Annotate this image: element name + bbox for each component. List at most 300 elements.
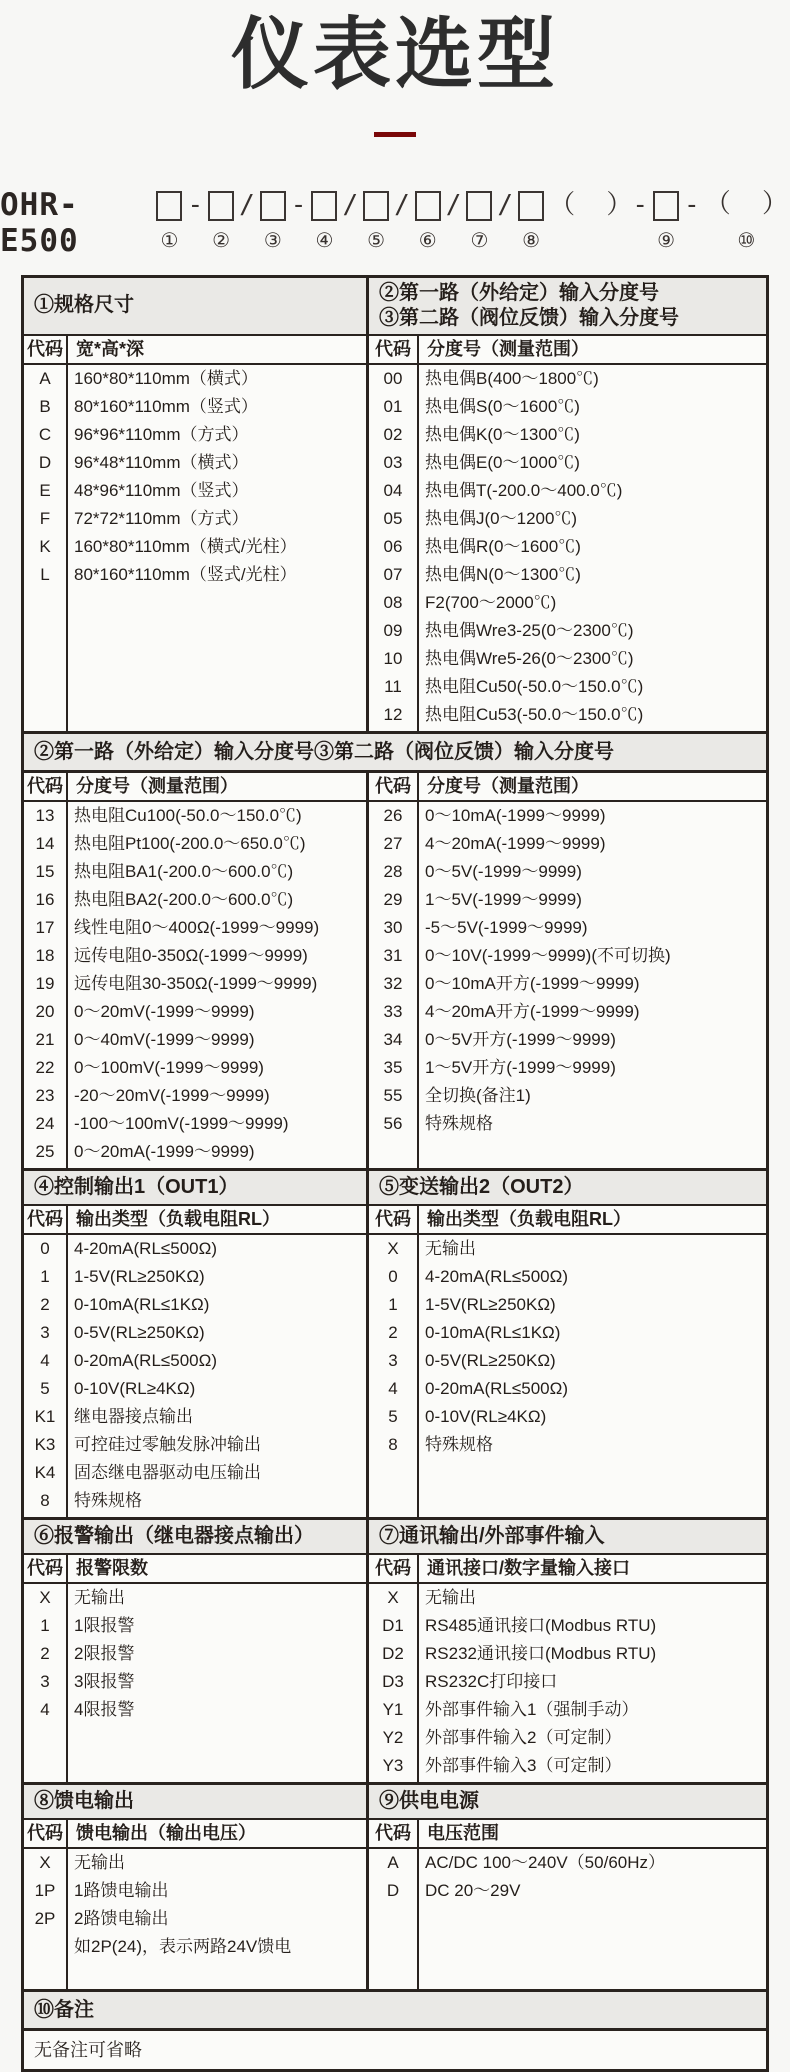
model-code-slot [518,187,544,251]
table-row [24,1138,366,1166]
section-title-text: ⑦通讯输出/外部事件输入 [379,1524,605,1547]
table-row [24,942,366,970]
row-code: L [40,564,50,584]
table-row [369,645,766,673]
section-control-output-1 [24,1171,366,1517]
col-header-code: 代码 [24,336,68,363]
table-row [24,1375,366,1403]
row-desc: 0～5V(-1999～9999) [425,861,582,881]
row-desc: 热电阻Cu50(-50.0～150.0℃) [425,676,644,696]
row-desc: F2(700～2000℃) [425,592,557,612]
row-code: X [39,1587,51,1607]
table-body [24,802,366,1168]
section-power-supply [366,1785,766,1989]
row-code: 0 [388,1266,398,1286]
row-code: 17 [35,917,55,937]
row-code: 1P [34,1880,56,1900]
table-row [369,886,766,914]
column-headers [24,336,366,365]
row-code: X [387,1238,399,1258]
table-row [369,1375,766,1403]
table-row [369,1263,766,1291]
row-code: 06 [383,536,403,556]
row-desc: 0-10V(RL≥4KΩ) [74,1378,196,1398]
col-header-code: 代码 [369,336,419,363]
row-code: 4 [388,1378,398,1398]
row-desc: 4～20mA开方(-1999～9999) [425,1001,640,1021]
column-headers [24,1555,366,1584]
model-code-slot [208,187,234,251]
table-row [369,1403,766,1431]
model-separator: / [394,189,410,220]
table-row [24,561,366,589]
table-row [24,1612,366,1640]
section-input-range-a [366,278,766,731]
table-row [24,830,366,858]
table-row [369,1696,766,1724]
row-code: D [38,452,52,472]
row-desc: 热电偶R(0～1600℃) [425,536,581,556]
row-code: 16 [35,889,55,909]
row-desc: 特殊规格 [425,1113,493,1133]
table-row [369,701,766,729]
row-code: A [387,1852,399,1872]
row-code: 26 [383,805,403,825]
table-row [369,393,766,421]
row-code: D [386,1880,400,1900]
table-row [24,1054,366,1082]
row-code: 27 [383,833,403,853]
section-title-text: ⑧馈电输出 [34,1789,134,1812]
row-desc: 1路馈电输出 [74,1880,169,1900]
model-position-number: ⑩ [737,227,756,252]
row-desc: 0～40mV(-1999～9999) [74,1029,255,1049]
model-code-box [653,191,679,221]
col-header-desc: 分度号（测量范围） [76,775,238,796]
row-desc: 2限报警 [74,1643,135,1663]
table-row [24,1403,366,1431]
table-row [24,1347,366,1375]
row-code: 18 [35,945,55,965]
column-headers [369,1555,766,1584]
table-row [369,1584,766,1612]
table-body [369,1584,766,1782]
row-code: E [39,480,51,500]
section-title-text: ⑥报警输出（继电器接点输出） [34,1524,314,1547]
table-row [24,858,366,886]
row-code: X [387,1587,399,1607]
column-headers [369,1206,766,1235]
table-row [369,914,766,942]
model-position-number: ① [160,227,179,252]
table-row [24,1319,366,1347]
row-code: 02 [383,424,403,444]
row-desc: 96*96*110mm（方式） [74,424,249,444]
row-desc: 2路馈电输出 [74,1908,169,1928]
row-desc: 如2P(24)，表示两路24V馈电 [74,1936,292,1956]
row-desc: 固态继电器驱动电压输出 [74,1462,261,1482]
table-row [369,617,766,645]
model-position-number: ⑤ [367,227,386,252]
row-desc: 热电偶J(0～1200℃) [425,508,578,528]
row-code: K1 [34,1406,56,1426]
table-row [369,1347,766,1375]
col-header-code: 代码 [369,773,419,800]
row-desc: 72*72*110mm（方式） [74,508,249,528]
model-code-line [0,187,790,259]
row-desc: RS232通讯接口(Modbus RTU) [425,1643,657,1663]
model-position-number: ⑥ [418,227,437,252]
row-desc: 远传电阻0-350Ω(-1999～9999) [74,945,308,965]
column-headers [369,773,766,802]
row-code: A [39,368,51,388]
title-underline [374,132,416,137]
row-code [24,1933,66,1961]
col-header-code: 代码 [24,1820,68,1847]
row-desc: 全切换(备注1) [425,1085,531,1105]
table-row [24,1933,366,1961]
table-row [24,365,366,393]
row-code: 23 [35,1085,55,1105]
row-code: 09 [383,620,403,640]
row-code: 01 [383,396,403,416]
table-row [369,449,766,477]
row-code: 2P [34,1908,56,1928]
row-desc: 无输出 [425,1238,476,1258]
model-separator: - [187,189,204,220]
row-code: K3 [34,1434,56,1454]
table-row [24,393,366,421]
page [0,10,790,2072]
model-code-box [260,191,286,221]
table-row [24,1110,366,1138]
model-code-slot [156,187,182,251]
row-desc: 1-5V(RL≥250KΩ) [74,1266,205,1286]
row-code: 22 [35,1057,55,1077]
row-desc: 0-10mA(RL≤1KΩ) [74,1294,210,1314]
model-code-box [208,191,234,221]
row-desc: 0～20mV(-1999～9999) [74,1001,255,1021]
table-body [24,1849,366,1989]
section-comm-event-input [366,1520,766,1782]
table-row [369,589,766,617]
col-header-code: 代码 [24,773,68,800]
model-code-slot [260,187,286,251]
table-row [24,914,366,942]
row-desc: 160*80*110mm（横式/光柱） [74,536,297,556]
row-code: K [39,536,51,556]
table-row [369,561,766,589]
col-header-desc: 分度号（测量范围） [427,775,589,796]
table-row [24,1668,366,1696]
table-row [24,449,366,477]
row-code: Y3 [382,1755,404,1775]
band-spec-and-input [24,278,766,731]
section-transmit-output-2 [366,1171,766,1517]
row-code: 4 [40,1699,50,1719]
row-code: 2 [388,1322,398,1342]
col-header-desc: 输出类型（负载电阻RL） [76,1208,280,1229]
table-row [24,477,366,505]
row-code: Y2 [382,1727,404,1747]
row-code: 4 [40,1350,50,1370]
row-code: D3 [382,1671,404,1691]
row-desc: 4-20mA(RL≤500Ω) [74,1238,217,1258]
row-desc: DC 20～29V [425,1880,521,1900]
row-desc: 0-5V(RL≥250KΩ) [74,1322,205,1342]
column-headers [369,1820,766,1849]
row-desc: 1-5V(RL≥250KΩ) [425,1294,556,1314]
row-desc: 4限报警 [74,1699,135,1719]
section-title [369,1785,766,1820]
row-desc: 外部事件输入2（可定制） [425,1727,622,1747]
row-desc: 远传电阻30-350Ω(-1999～9999) [74,973,318,993]
table-row [369,1724,766,1752]
table-row [369,1640,766,1668]
table-row [24,1459,366,1487]
row-desc: 热电偶B(400～1800℃) [425,368,599,388]
table-row [369,1054,766,1082]
table-row [369,1319,766,1347]
row-code: 2 [40,1643,50,1663]
section-remarks-note: 无备注可省略 [24,2028,766,2069]
row-desc: 热电偶E(0～1000℃) [425,452,580,472]
row-desc: 96*48*110mm（横式） [74,452,249,472]
model-prefix: OHR-E500 [0,186,79,259]
row-desc: 160*80*110mm（横式） [74,368,258,388]
row-desc: 热电偶Wre5-26(0～2300℃) [425,648,634,668]
model-code-slot [705,187,788,251]
section-spec-size [24,278,366,731]
col-header-desc: 通讯接口/数字量输入接口 [427,1557,630,1578]
row-desc: RS485通讯接口(Modbus RTU) [425,1615,657,1635]
row-desc: 0～20mA(-1999～9999) [74,1141,255,1161]
row-desc: 1～5V开方(-1999～9999) [425,1057,616,1077]
row-code: 24 [35,1113,55,1133]
row-desc: 4～20mA(-1999～9999) [425,833,606,853]
band-outputs [24,1168,766,1517]
row-desc: 80*160*110mm（竖式） [74,396,258,416]
page-title: 仪表选型 [230,10,559,98]
section-title-line2: ③第二路（阀位反馈）输入分度号 [379,306,679,329]
table-body [24,1235,366,1517]
column-headers [24,773,366,802]
col-header-code: 代码 [369,1820,419,1847]
table-row [369,1668,766,1696]
table-row [369,1026,766,1054]
section-input-range-b-right [366,773,766,1168]
model-code-box [518,191,544,221]
row-code: F [39,508,51,528]
row-code: 1 [40,1266,50,1286]
section-input-range-b-banner: ②第一路（外给定）输入分度号③第二路（阀位反馈）输入分度号 [24,731,766,770]
table-row [369,942,766,970]
row-desc: 热电阻Cu100(-50.0～150.0℃) [74,805,302,825]
col-header-desc: 馈电输出（输出电压） [76,1822,256,1843]
model-code-slot [363,187,389,251]
row-desc: 0-10V(RL≥4KΩ) [425,1406,547,1426]
row-code: 00 [383,368,403,388]
table-row [24,1640,366,1668]
row-desc: -5～5V(-1999～9999) [425,917,588,937]
table-row [24,421,366,449]
table-row [24,533,366,561]
row-code: K4 [34,1462,56,1482]
table-row [369,1082,766,1110]
row-code: D1 [382,1615,404,1635]
table-body [369,365,766,731]
model-code-box [311,191,337,221]
section-title [369,1520,766,1555]
row-code: C [38,424,52,444]
row-desc: 0～10mA(-1999～9999) [425,805,606,825]
row-code: Y1 [382,1699,404,1719]
table-row [24,1431,366,1459]
row-desc: 4-20mA(RL≤500Ω) [425,1266,568,1286]
model-position-number: ⑨ [657,227,675,252]
table-row [369,533,766,561]
table-row [24,1026,366,1054]
row-desc: 无输出 [74,1852,125,1872]
row-code: D2 [382,1643,404,1663]
row-code: 3 [40,1322,50,1342]
table-row [369,1291,766,1319]
model-code-slot [653,187,679,251]
table-row [369,1110,766,1138]
column-headers [24,1206,366,1235]
table-row [369,858,766,886]
row-desc: 1限报警 [74,1615,135,1635]
section-title-text: ⑨供电电源 [379,1789,479,1812]
table-row [24,1082,366,1110]
table-row [24,1696,366,1724]
row-code: 07 [383,564,403,584]
row-code: 32 [383,973,403,993]
table-row [24,1263,366,1291]
band-feed-power [24,1782,766,1989]
row-code: 56 [383,1113,403,1133]
row-desc: 可控硅过零触发脉冲输出 [74,1434,261,1454]
table-row [24,1849,366,1877]
row-code: 08 [383,592,403,612]
row-desc: 热电阻Cu53(-50.0～150.0℃) [425,704,644,724]
model-code-box [363,191,389,221]
row-desc: 特殊规格 [74,1490,142,1510]
table-row [24,1584,366,1612]
section-title [24,1520,366,1555]
model-paren: （ ） [704,188,788,219]
table-row [24,1487,366,1515]
row-code: 31 [383,945,403,965]
row-desc: RS232C打印接口 [425,1671,558,1691]
row-desc: 热电偶N(0～1300℃) [425,564,581,584]
row-code: 33 [383,1001,403,1021]
row-code: 55 [383,1085,403,1105]
section-title-text: ④控制输出1（OUT1） [34,1175,239,1198]
table-row [24,505,366,533]
section-feed-output [24,1785,366,1989]
row-desc: 无输出 [74,1587,125,1607]
row-desc: 线性电阻0～400Ω(-1999～9999) [74,917,320,937]
row-desc: 0-5V(RL≥250KΩ) [425,1350,556,1370]
col-header-desc: 输出类型（负载电阻RL） [427,1208,631,1229]
table-row [369,970,766,998]
model-code-box [156,191,182,221]
row-code: 05 [383,508,403,528]
model-code-box [466,191,492,221]
section-title-text: ⑤变送输出2（OUT2） [379,1175,584,1198]
table-row [369,1612,766,1640]
model-code-box [415,191,441,221]
section-title-line1: ②第一路（外给定）输入分度号 [379,281,659,304]
row-code: 3 [40,1671,50,1691]
row-code: 13 [35,805,55,825]
table-row [24,1291,366,1319]
model-separator: / [239,189,255,220]
table-row [369,1752,766,1780]
row-code: 10 [383,648,403,668]
col-header-desc: 电压范围 [427,1822,499,1843]
row-code: 3 [388,1350,398,1370]
table-row [369,1235,766,1263]
col-header-desc: 分度号（测量范围） [427,338,589,359]
row-code: 35 [383,1057,403,1077]
row-code: 03 [383,452,403,472]
model-separator: - [290,189,307,220]
table-row [369,421,766,449]
row-code: 04 [383,480,403,500]
row-desc: -20～20mV(-1999～9999) [74,1085,270,1105]
model-position-number: ③ [263,227,282,252]
table-body [24,365,366,731]
row-desc: AC/DC 100～240V（50/60Hz） [425,1852,666,1872]
row-code: 21 [35,1029,55,1049]
row-desc: 继电器接点输出 [74,1406,193,1426]
row-code: 5 [388,1406,398,1426]
col-header-desc: 宽*高*深 [76,338,145,359]
model-separator: - [684,189,700,220]
table-row [24,802,366,830]
row-desc: -100～100mV(-1999～9999) [74,1113,289,1133]
table-row [24,970,366,998]
row-desc: 热电阻BA1(-200.0～600.0℃) [74,861,294,881]
table-row [369,477,766,505]
row-code: 30 [383,917,403,937]
row-desc: 0～100mV(-1999～9999) [74,1057,264,1077]
row-desc: 热电阻BA2(-200.0～600.0℃) [74,889,294,909]
model-position-number: ② [212,227,231,252]
section-alarm-output [24,1520,366,1782]
band-input-continued [24,770,766,1168]
table-row [24,1877,366,1905]
model-separator: / [342,189,359,220]
row-code: 14 [35,833,55,853]
row-desc: 0-20mA(RL≤500Ω) [425,1378,568,1398]
col-header-code: 代码 [24,1555,68,1582]
row-desc: 热电偶K(0～1300℃) [425,424,580,444]
table-row [24,998,366,1026]
row-desc: 热电偶S(0～1600℃) [425,396,580,416]
row-desc: 3限报警 [74,1671,135,1691]
section-title [369,278,766,336]
model-separator: / [445,189,462,220]
model-code-slot [415,187,441,251]
table-row [369,505,766,533]
row-code: 15 [35,861,55,881]
model-separator: / [497,189,514,220]
table-row [24,1235,366,1263]
col-header-code: 代码 [369,1206,419,1233]
